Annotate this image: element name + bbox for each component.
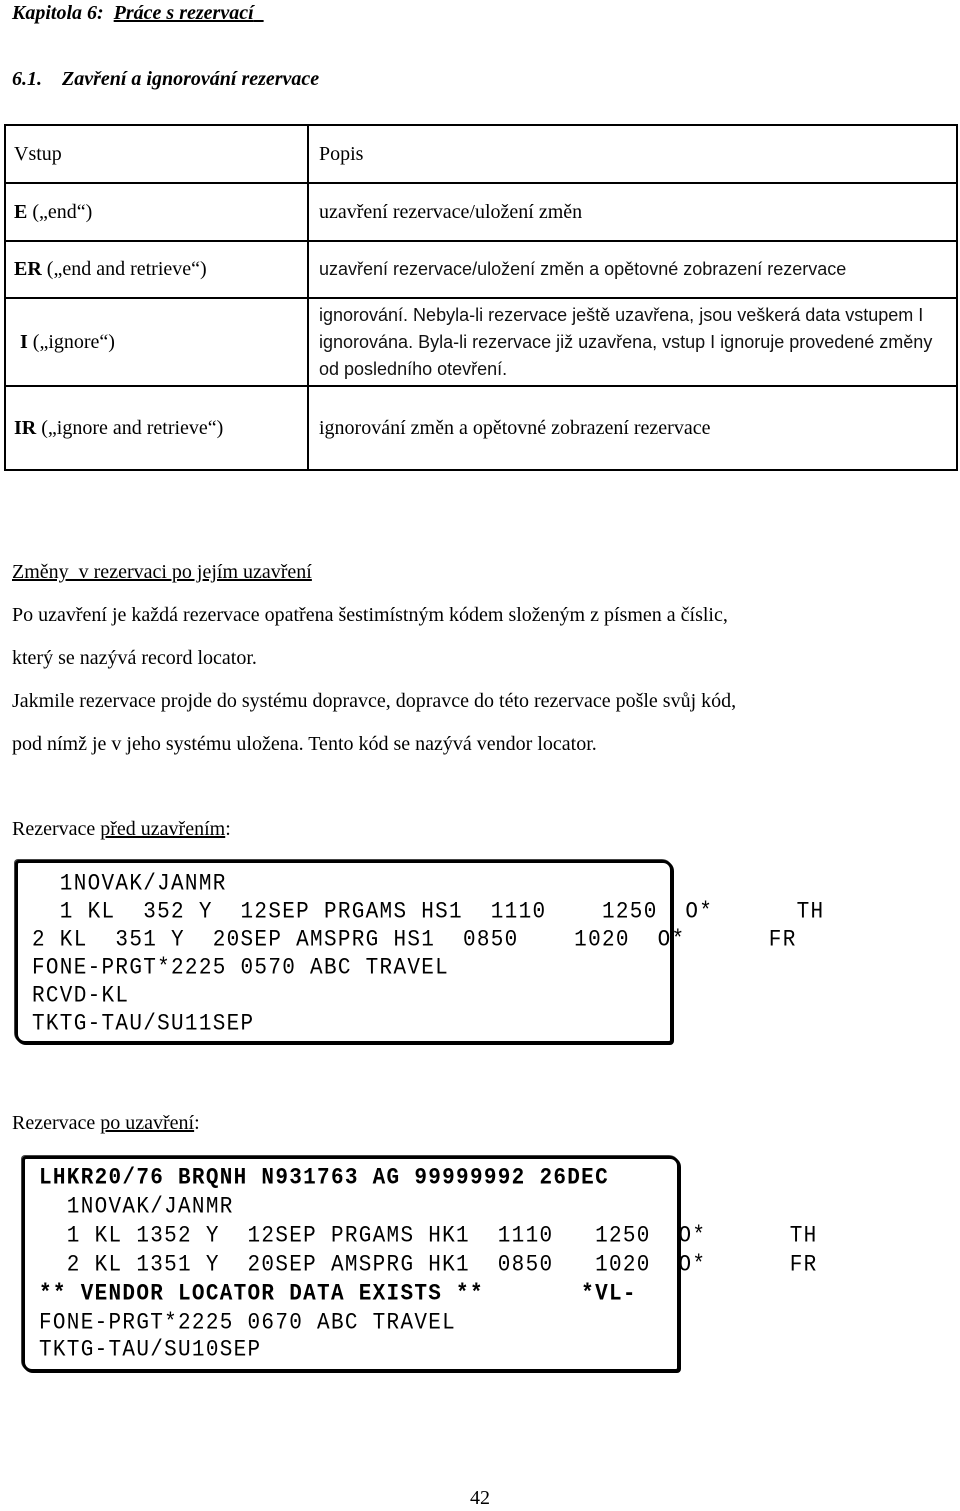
terminal-line: TKTG-TAU/SU10SEP	[39, 1338, 262, 1363]
description-cell: uzavření rezervace/uložení změn a opětovné zobrazení rezervace	[308, 241, 957, 298]
section-heading	[12, 68, 319, 91]
input-cell	[5, 183, 308, 241]
section-title: Zavření a ignorování rezervace	[62, 68, 320, 90]
command-key: E	[14, 200, 28, 223]
paragraph-line: pod nímž je v jeho systému uložena. Tento kód se nazývá vendor locator.	[12, 733, 597, 755]
table-row	[5, 298, 957, 386]
table-header-row	[5, 125, 957, 183]
terminal-line: TKTG-TAU/SU11SEP	[32, 1012, 255, 1037]
table-row	[5, 386, 957, 470]
description-cell: ignorování změn a opětovné zobrazení rezervace	[308, 386, 957, 470]
command-key: IR	[14, 416, 37, 439]
terminal-line: ** VENDOR LOCATOR DATA EXISTS ** *VL-	[39, 1282, 637, 1307]
chapter-name: Práce s rezervací	[113, 2, 254, 24]
description-cell: uzavření rezervace/uložení změn	[308, 183, 957, 241]
page-number: 42	[470, 1487, 490, 1509]
terminal-line: 1NOVAK/JANMR	[39, 1195, 234, 1220]
command-key: ER	[14, 258, 42, 280]
chapter-heading	[12, 2, 264, 25]
table-row	[5, 241, 957, 298]
after-label-underlined: po uzavření	[100, 1112, 195, 1134]
paragraph-line: který se nazývá record locator.	[12, 647, 257, 669]
input-cell	[5, 298, 308, 386]
input-cell	[5, 241, 308, 298]
command-table	[4, 124, 958, 471]
terminal-line: 1 KL 352 Y 12SEP PRGAMS HS1 1110 1250 O* TH	[32, 900, 825, 925]
table-row	[5, 183, 957, 241]
terminal-line: 2 KL 1351 Y 20SEP AMSPRG HK1 0850 1020 O* FR	[39, 1253, 818, 1278]
command-key: I	[20, 330, 28, 353]
terminal-line: LHKR20/76 BRQNH N931763 AG 99999992 26DEC	[39, 1166, 609, 1191]
before-label: Rezervace před uzavřením:	[12, 818, 231, 840]
terminal-line: 1NOVAK/JANMR	[32, 872, 227, 897]
terminal-line: RCVD-KL	[32, 984, 130, 1009]
col-header-description: Popis	[308, 125, 957, 183]
description-cell: ignorování. Nebyla-li rezervace ještě uzavřena, jsou veškerá data vstupem I ignorována. Byla-li rezervace již uzavřena, vstup I ignoruje provedené změny od posledního otevření.	[308, 298, 957, 386]
chapter-prefix: Kapitola 6:	[12, 2, 104, 24]
changes-heading: Změny v rezervaci po jejím uzavření	[12, 561, 312, 583]
command-name: („end and retrieve“)	[41, 258, 207, 280]
terminal-line: FONE-PRGT*2225 0570 ABC TRAVEL	[32, 956, 450, 981]
col-header-input: Vstup	[5, 125, 308, 183]
command-name: („ignore and retrieve“)	[36, 416, 224, 439]
terminal-screenshot-after	[22, 1156, 818, 1372]
input-cell	[5, 386, 308, 470]
section-number: 6.1.	[12, 68, 42, 90]
terminal-line: 1 KL 1352 Y 12SEP PRGAMS HK1 1110 1250 O* TH	[39, 1224, 818, 1249]
command-name: („end“)	[27, 200, 93, 223]
before-label-underlined: před uzavřením	[100, 818, 226, 840]
paragraph-line: Jakmile rezervace projde do systému dopravce, dopravce do této rezervace pošle svůj kód,	[12, 690, 737, 712]
terminal-line: 2 KL 351 Y 20SEP AMSPRG HS1 0850 1020 O* FR	[32, 928, 797, 953]
command-name: („ignore“)	[27, 330, 115, 353]
paragraph-line: Po uzavření je každá rezervace opatřena šestimístným kódem složeným z písmen a číslic,	[12, 604, 728, 626]
terminal-screenshot-before	[15, 860, 825, 1044]
terminal-line: FONE-PRGT*2225 0670 ABC TRAVEL	[39, 1311, 457, 1336]
after-label: Rezervace po uzavření:	[12, 1112, 200, 1134]
